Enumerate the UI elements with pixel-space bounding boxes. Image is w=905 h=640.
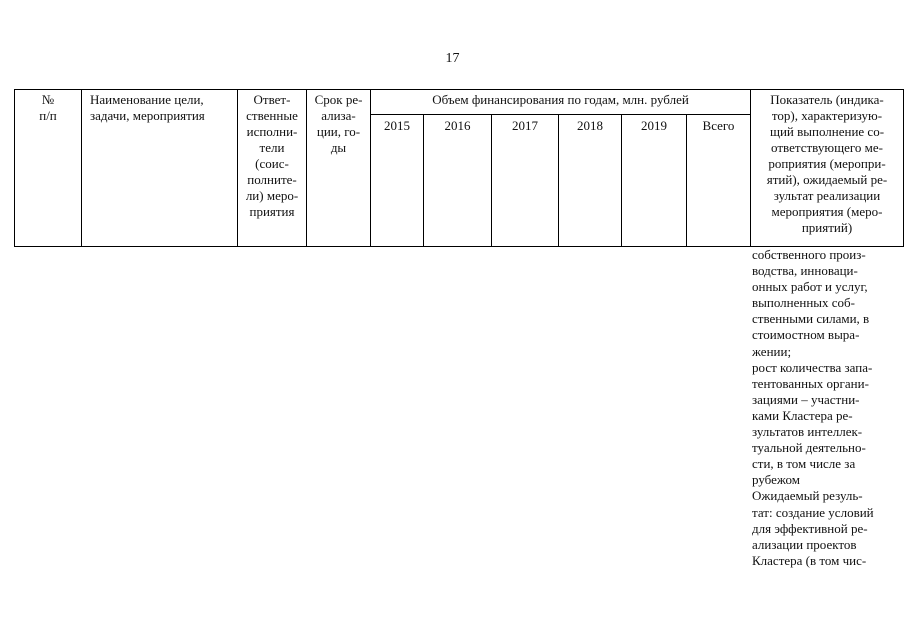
header-year-2015 [371,115,424,247]
header-year-2017 [492,115,559,247]
header-term [307,90,371,247]
indicator-continuation-text: собственного произ- водства, инноваци- онных работ и услуг, выполненных соб- ственными силами, в стоимостном выра- жении; рост количества запа- тентованных органи- зациями – участни- ками Кластера ре- зультатов интеллек- туальной деятельно- сти, в том числе за рубежом Ожидаемый резуль- тат: создание условий для эффективной ре- ализации проектов Кластера (в том чис- [752,247,874,568]
header-number-label: № п/п [39,92,57,123]
header-responsible [238,90,307,247]
header-financing-label: Объем финансирования по годам, млн. рублей [432,92,689,107]
year-label: 2017 [512,118,538,133]
header-year-2019 [622,115,687,247]
header-responsible-label: Ответ- ственные исполни- тели (соис- полните- ли) меро- приятия [245,92,299,219]
program-table-header [14,89,904,247]
year-label: 2019 [641,118,667,133]
header-name-label: Наименование цели, задачи, мероприятия [90,92,205,123]
year-label: 2018 [577,118,603,133]
header-term-label: Срок ре- ализа- ции, го- ды [314,92,363,155]
page-number: 17 [445,51,460,66]
header-name [82,90,238,247]
header-financing [371,90,751,115]
header-indicator-label: Показатель (индика- тор), характеризую- щий выполнение со- ответствующего ме- роприятия (меропри- ятий), ожидаемый ре- зультат реализации мероприятия (меро- приятий) [766,92,888,235]
header-year-total [687,115,751,247]
year-label: 2015 [384,118,410,133]
header-year-2018 [559,115,622,247]
year-label: Всего [702,118,735,133]
header-year-2016 [424,115,492,247]
header-indicator [751,90,904,247]
year-label: 2016 [444,118,471,133]
header-number [15,90,82,247]
